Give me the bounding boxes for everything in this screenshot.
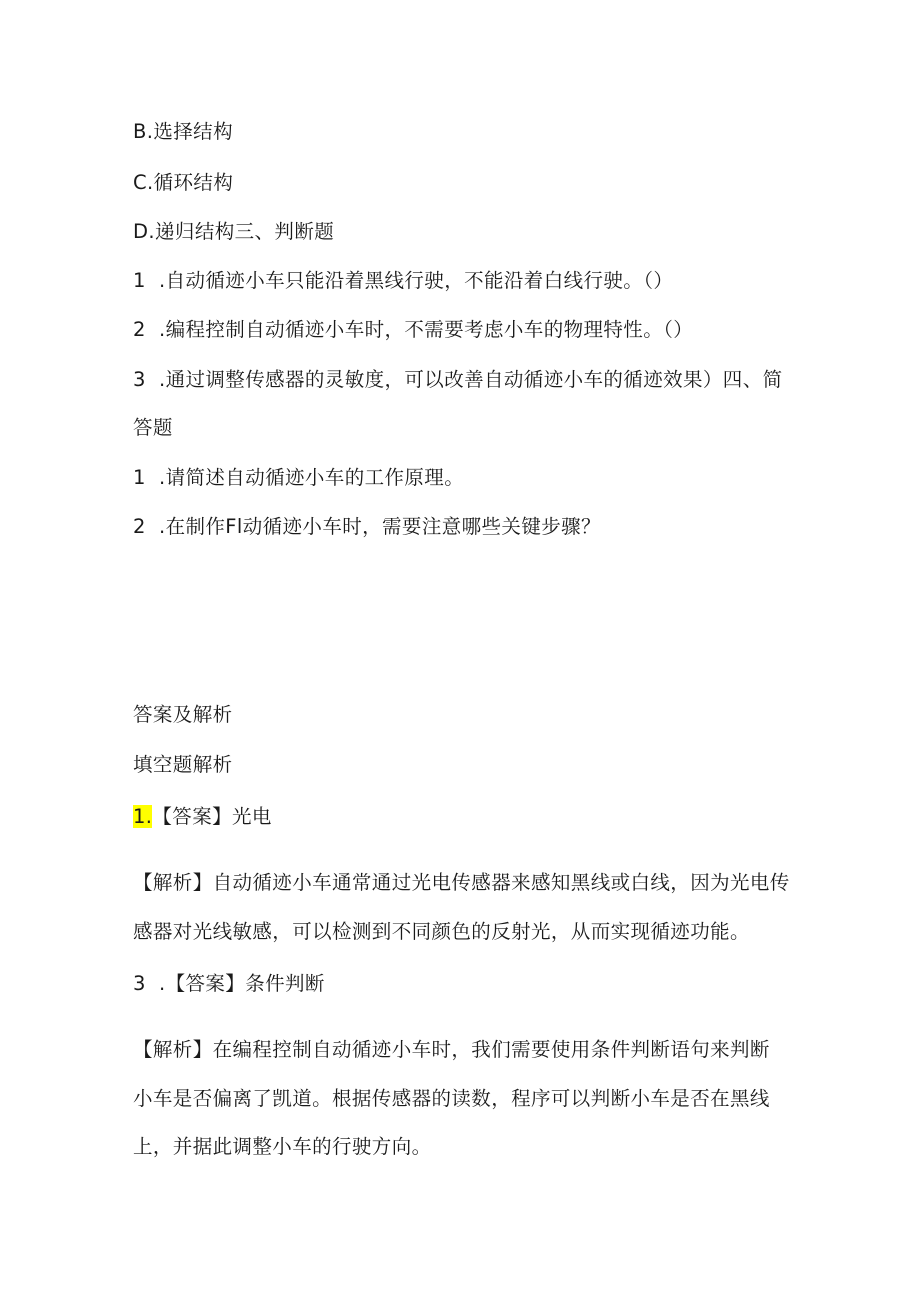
- short-answer-question-2: 2 .在制作Fl动循迹小车时，需要注意哪些关键步骤？: [133, 515, 601, 538]
- explanation-3-line-1: 【解析】在编程控制自动循迹小车时，我们需要使用条件判断语句来判断: [133, 1038, 770, 1061]
- option-d-and-section-heading: D.递归结构三、判断题: [133, 220, 335, 243]
- short-answer-question-1: 1 .请简述自动循迹小车的工作原理。: [133, 466, 465, 489]
- explanation-3-line-3: 上，并据此调整小车的行驶方向。: [133, 1135, 432, 1158]
- explanation-3-line-2: 小车是否偏离了凯道。根据传感器的读数，程序可以判断小车是否在黑线: [133, 1087, 770, 1110]
- explanation-1-line-1: 【解析】自动循迹小车通常通过光电传感器来感知黑线或白线，因为光电传: [133, 871, 790, 894]
- answer-1-text: 【答案】光电: [152, 805, 272, 828]
- answer-1-number: 1.: [133, 805, 153, 828]
- answer-1: [133, 804, 272, 830]
- answer-3: 3 .【答案】条件判断: [133, 972, 325, 995]
- explanation-1-line-2: 感器对光线敏感，可以检测到不同颜色的反射光，从而实现循迹功能。: [133, 920, 750, 943]
- judgment-question-3: 3 .通过调整传感器的灵敏度，可以改善自动循迹小车的循迹效果）四、简: [133, 368, 783, 391]
- judgment-question-1: 1 .自动循迹小车只能沿着黑线行驶，不能沿着白线行驶。（）: [133, 269, 674, 292]
- judgment-question-2: 2 .编程控制自动循迹小车时，不需要考虑小车的物理特性。（）: [133, 318, 694, 341]
- option-b: B.选择结构: [133, 120, 233, 143]
- section-heading-short-answer: 答题: [133, 416, 173, 439]
- fill-blank-explanation-heading: 填空题解析: [133, 753, 233, 776]
- answers-heading: 答案及解析: [133, 703, 233, 726]
- option-c: C.循环结构: [133, 171, 234, 194]
